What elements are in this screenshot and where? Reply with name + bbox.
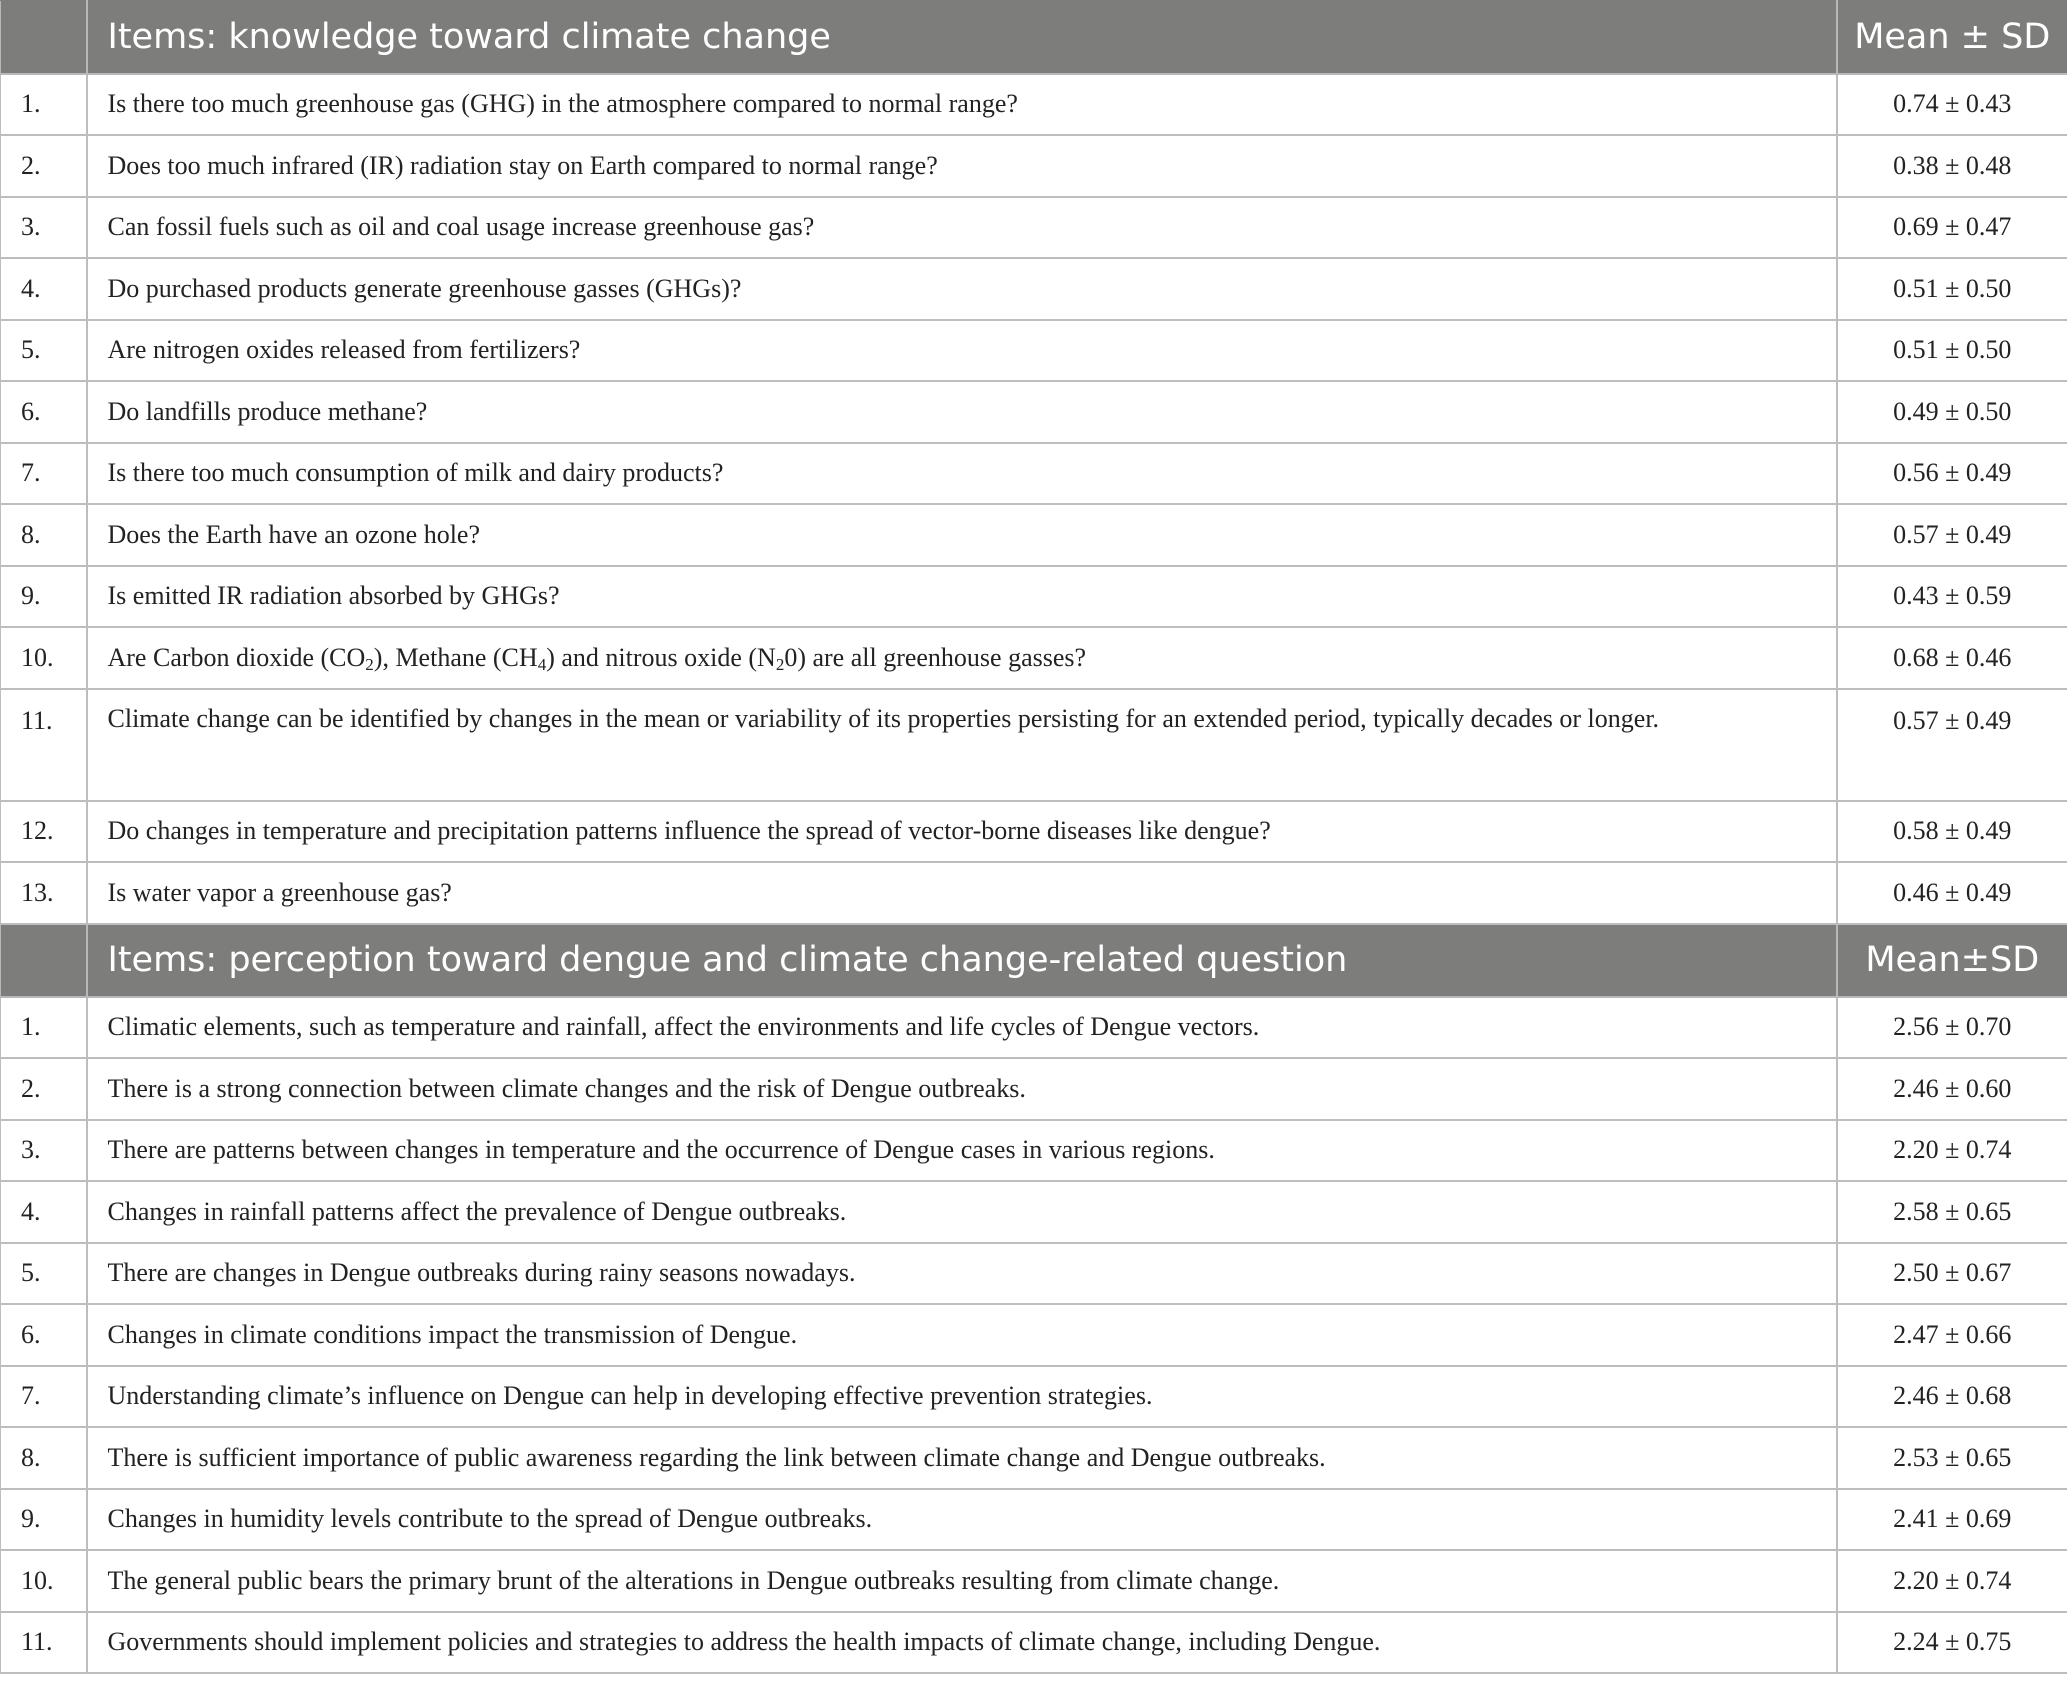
item-number: 10.: [1, 1550, 87, 1612]
table-row: [1, 320, 2067, 382]
section-title: Items: knowledge toward climate change: [87, 1, 1837, 74]
item-text: Understanding climate’s influence on Dengue can help in developing effective prevention strategies.: [87, 1366, 1837, 1428]
item-text: There are patterns between changes in temperature and the occurrence of Dengue cases in various regions.: [87, 1120, 1837, 1182]
item-number: 5.: [1, 1243, 87, 1305]
item-number: 7.: [1, 1366, 87, 1428]
item-mean-sd: 0.38 ± 0.48: [1837, 135, 2067, 197]
table-row: [1, 689, 2067, 801]
item-number: 4.: [1, 1181, 87, 1243]
item-text: [87, 627, 1837, 689]
table-row: [1, 1243, 2067, 1305]
item-text: Changes in climate conditions impact the transmission of Dengue.: [87, 1304, 1837, 1366]
table-row: [1, 801, 2067, 863]
item-mean-sd: 0.51 ± 0.50: [1837, 258, 2067, 320]
item-text: Does too much infrared (IR) radiation stay on Earth compared to normal range?: [87, 135, 1837, 197]
item-mean-sd: 0.58 ± 0.49: [1837, 801, 2067, 863]
table-row: [1, 197, 2067, 259]
item-mean-sd: 0.49 ± 0.50: [1837, 381, 2067, 443]
item-mean-sd: 2.56 ± 0.70: [1837, 997, 2067, 1059]
item-text-part: ) and nitrous oxide (N: [546, 642, 776, 672]
item-mean-sd: 2.50 ± 0.67: [1837, 1243, 2067, 1305]
item-text: Is water vapor a greenhouse gas?: [87, 862, 1837, 924]
item-mean-sd: 0.74 ± 0.43: [1837, 74, 2067, 136]
table-row: [1, 504, 2067, 566]
item-mean-sd: 0.56 ± 0.49: [1837, 443, 2067, 505]
item-text: Does the Earth have an ozone hole?: [87, 504, 1837, 566]
item-text: Changes in humidity levels contribute to the spread of Dengue outbreaks.: [87, 1489, 1837, 1551]
item-mean-sd: 0.43 ± 0.59: [1837, 566, 2067, 628]
item-number: 8.: [1, 504, 87, 566]
item-text: Is emitted IR radiation absorbed by GHGs?: [87, 566, 1837, 628]
item-text-part: 0) are all greenhouse gasses?: [784, 642, 1087, 672]
item-number: 11.: [1, 689, 87, 801]
item-text-part: ), Methane (CH: [373, 642, 538, 672]
item-number: 2.: [1, 135, 87, 197]
table-row: [1, 1058, 2067, 1120]
item-mean-sd: 2.53 ± 0.65: [1837, 1427, 2067, 1489]
item-number: 6.: [1, 381, 87, 443]
item-number: 3.: [1, 1120, 87, 1182]
item-text: There is sufficient importance of public awareness regarding the link between climate change and Dengue outbreaks.: [87, 1427, 1837, 1489]
item-mean-sd: 2.20 ± 0.74: [1837, 1120, 2067, 1182]
table-row: [1, 1612, 2067, 1674]
item-number: 7.: [1, 443, 87, 505]
header-number-cell: [1, 1, 87, 74]
item-number: 4.: [1, 258, 87, 320]
item-mean-sd: 2.41 ± 0.69: [1837, 1489, 2067, 1551]
item-number: 9.: [1, 566, 87, 628]
item-mean-sd: 2.24 ± 0.75: [1837, 1612, 2067, 1674]
value-column-header: Mean ± SD: [1837, 1, 2067, 74]
header-number-cell: [1, 924, 87, 997]
item-text: Do purchased products generate greenhouse gasses (GHGs)?: [87, 258, 1837, 320]
item-text: Is there too much greenhouse gas (GHG) in the atmosphere compared to normal range?: [87, 74, 1837, 136]
section-header-perception: [1, 924, 2067, 997]
item-text: Climatic elements, such as temperature and rainfall, affect the environments and life cycles of Dengue vectors.: [87, 997, 1837, 1059]
item-number: 5.: [1, 320, 87, 382]
item-number: 13.: [1, 862, 87, 924]
item-number: 11.: [1, 1612, 87, 1674]
table-row: [1, 627, 2067, 689]
table-row: [1, 862, 2067, 924]
table-row: [1, 997, 2067, 1059]
item-number: 2.: [1, 1058, 87, 1120]
item-mean-sd: 0.46 ± 0.49: [1837, 862, 2067, 924]
item-mean-sd: 2.47 ± 0.66: [1837, 1304, 2067, 1366]
item-text: Climate change can be identified by changes in the mean or variability of its properties persisting for an extended period, typically decades or longer.: [87, 689, 1837, 801]
item-number: 1.: [1, 997, 87, 1059]
subscript: 2: [775, 654, 785, 674]
item-number: 8.: [1, 1427, 87, 1489]
table-row: [1, 1120, 2067, 1182]
table-row: [1, 566, 2067, 628]
table-row: [1, 1427, 2067, 1489]
value-column-header: Mean±SD: [1837, 924, 2067, 997]
item-mean-sd: 2.20 ± 0.74: [1837, 1550, 2067, 1612]
item-mean-sd: 0.57 ± 0.49: [1837, 689, 2067, 801]
item-mean-sd: 2.46 ± 0.68: [1837, 1366, 2067, 1428]
section-title: Items: perception toward dengue and climate change-related question: [87, 924, 1837, 997]
item-number: 10.: [1, 627, 87, 689]
item-text: Do landfills produce methane?: [87, 381, 1837, 443]
item-number: 9.: [1, 1489, 87, 1551]
item-text: The general public bears the primary brunt of the alterations in Dengue outbreaks resulting from climate change.: [87, 1550, 1837, 1612]
item-number: 6.: [1, 1304, 87, 1366]
item-text: Can fossil fuels such as oil and coal usage increase greenhouse gas?: [87, 197, 1837, 259]
item-text: There are changes in Dengue outbreaks during rainy seasons nowadays.: [87, 1243, 1837, 1305]
item-mean-sd: 0.51 ± 0.50: [1837, 320, 2067, 382]
item-text: Governments should implement policies and strategies to address the health impacts of climate change, including Dengue.: [87, 1612, 1837, 1674]
table-row: [1, 135, 2067, 197]
item-mean-sd: 0.69 ± 0.47: [1837, 197, 2067, 259]
item-mean-sd: 2.46 ± 0.60: [1837, 1058, 2067, 1120]
section-header-knowledge: [1, 1, 2067, 74]
item-text: Do changes in temperature and precipitation patterns influence the spread of vector-borne diseases like dengue?: [87, 801, 1837, 863]
table-row: [1, 74, 2067, 136]
table-row: [1, 1550, 2067, 1612]
table-row: [1, 1304, 2067, 1366]
item-text: There is a strong connection between climate changes and the risk of Dengue outbreaks.: [87, 1058, 1837, 1120]
item-text-part: Are Carbon dioxide (CO: [107, 642, 366, 672]
item-number: 12.: [1, 801, 87, 863]
table-row: [1, 1366, 2067, 1428]
table-row: [1, 258, 2067, 320]
item-number: 1.: [1, 74, 87, 136]
subscript: 2: [365, 654, 374, 674]
table-row: [1, 1489, 2067, 1551]
table-row: [1, 443, 2067, 505]
item-mean-sd: 2.58 ± 0.65: [1837, 1181, 2067, 1243]
subscript: 4: [537, 654, 547, 674]
item-text: Are nitrogen oxides released from fertilizers?: [87, 320, 1837, 382]
item-text: Changes in rainfall patterns affect the prevalence of Dengue outbreaks.: [87, 1181, 1837, 1243]
item-mean-sd: 0.68 ± 0.46: [1837, 627, 2067, 689]
item-text: Is there too much consumption of milk and dairy products?: [87, 443, 1837, 505]
item-mean-sd: 0.57 ± 0.49: [1837, 504, 2067, 566]
table-row: [1, 1181, 2067, 1243]
item-number: 3.: [1, 197, 87, 259]
table-row: [1, 381, 2067, 443]
